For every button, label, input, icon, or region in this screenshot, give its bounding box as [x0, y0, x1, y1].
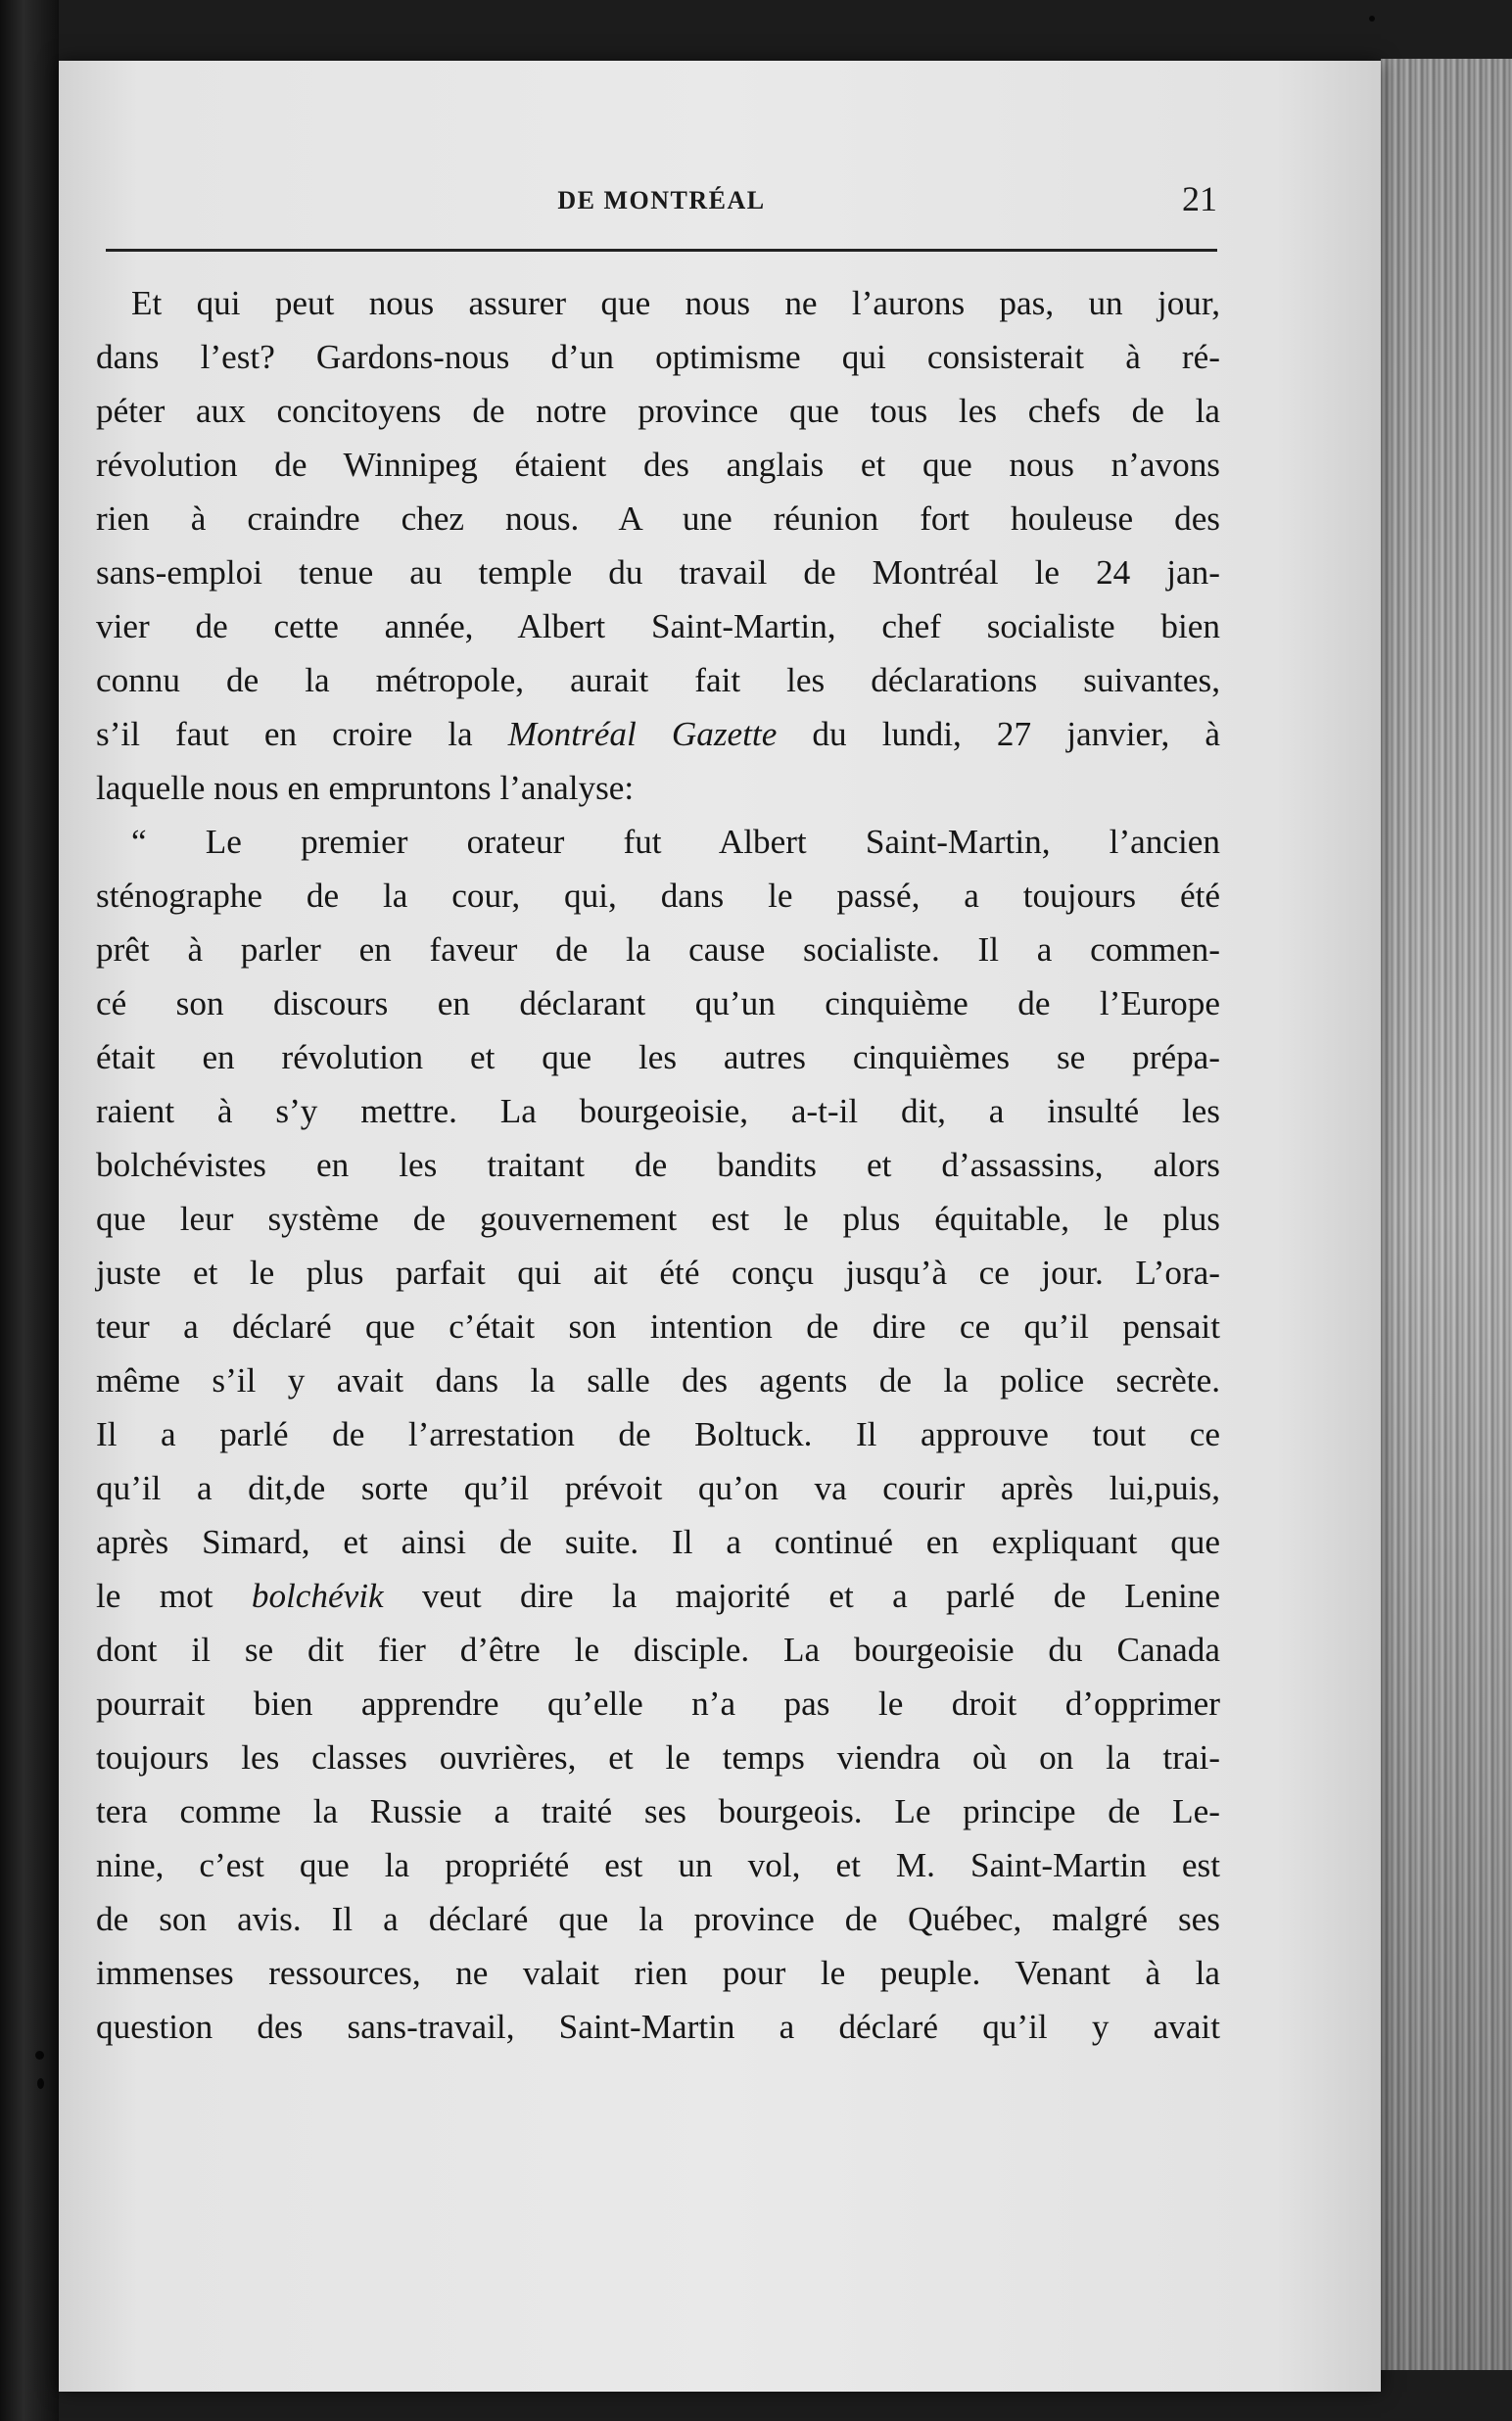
text-line: révolution de Winnipeg étaient des anglais et que nous n’avons: [96, 446, 1220, 484]
text-line: Il a parlé de l’arrestation de Boltuck. Il approuve tout ce: [96, 1415, 1220, 1453]
text-line: même s’il y avait dans la salle des agents de la police secrète.: [96, 1361, 1220, 1400]
text-line: connu de la métropole, aurait fait les déclarations suivantes,: [96, 661, 1220, 699]
text-line: rien à craindre chez nous. A une réunion fort houleuse des: [96, 499, 1220, 538]
ink-speck: [35, 2051, 44, 2060]
text-line: toujours les classes ouvrières, et le temps viendra où on la trai-: [96, 1738, 1220, 1777]
text-line: teur a déclaré que c’était son intention de dire ce qu’il pensait: [96, 1307, 1220, 1346]
text-line: sans-emploi tenue au temple du travail de Montréal le 24 jan-: [96, 553, 1220, 592]
text-line: sténographe de la cour, qui, dans le passé, a toujours été: [96, 877, 1220, 915]
text-line: laquelle nous en empruntons l’analyse:: [96, 769, 635, 807]
header-rule: [106, 249, 1217, 252]
text-segment: veut dire la majorité et a parlé de Lenine: [383, 1577, 1220, 1615]
text-line: Et qui peut nous assurer que nous ne l’aurons pas, un jour,: [131, 284, 1220, 322]
text-line: dont il se dit fier d’être le disciple. La bourgeoisie du Canada: [96, 1631, 1220, 1669]
book-page: [59, 61, 1381, 2392]
text-line: prêt à parler en faveur de la cause socialiste. Il a commen-: [96, 930, 1220, 969]
ink-speck: [37, 2078, 44, 2089]
book-gutter-shadow: [0, 0, 59, 2421]
text-line: dans l’est? Gardons-nous d’un optimisme qui consisterait à ré-: [96, 338, 1220, 376]
text-line: après Simard, et ainsi de suite. Il a continué en expliquant que: [96, 1523, 1220, 1561]
text-line: juste et le plus parfait qui ait été conçu jusqu’à ce jour. L’ora-: [96, 1254, 1220, 1292]
text-line: [96, 1569, 1220, 1623]
emphasized-word: bolchévik: [251, 1577, 384, 1615]
page-number: 21: [1182, 179, 1217, 218]
page-header: [106, 176, 1217, 255]
text-segment: du lundi, 27 janvier, à: [777, 715, 1220, 753]
text-line: de son avis. Il a déclaré que la province de Québec, malgré ses: [96, 1900, 1220, 1938]
text-line: raient à s’y mettre. La bourgeoisie, a-t-il dit, a insulté les: [96, 1092, 1220, 1130]
text-line: [96, 707, 1220, 761]
text-line: vier de cette année, Albert Saint-Martin, chef socialiste bien: [96, 607, 1220, 645]
running-head: DE MONTRÉAL: [557, 186, 766, 214]
text-line: bolchévistes en les traitant de bandits et d’assassins, alors: [96, 1146, 1220, 1184]
ink-speck: [1369, 16, 1375, 22]
text-line: pourrait bien apprendre qu’elle n’a pas le droit d’opprimer: [96, 1685, 1220, 1723]
text-segment: le mot: [96, 1577, 252, 1615]
text-line: question des sans-travail, Saint-Martin a déclaré qu’il y avait: [96, 2008, 1220, 2046]
text-line: que leur système de gouvernement est le plus équitable, le plus: [96, 1200, 1220, 1238]
text-line: qu’il a dit,de sorte qu’il prévoit qu’on va courir après lui,puis,: [96, 1469, 1220, 1507]
text-segment: s’il faut en croire la: [96, 715, 508, 753]
text-line: “ Le premier orateur fut Albert Saint-Martin, l’ancien: [131, 823, 1220, 861]
text-line: était en révolution et que les autres cinquièmes se prépa-: [96, 1038, 1220, 1076]
page-edges: [1381, 59, 1512, 2370]
text-line: immenses ressources, ne valait rien pour le peuple. Venant à la: [96, 1954, 1220, 1992]
text-line: péter aux concitoyens de notre province que tous les chefs de la: [96, 392, 1220, 430]
newspaper-title: Montréal Gazette: [507, 715, 778, 753]
text-line: tera comme la Russie a traité ses bourgeois. Le principe de Le-: [96, 1792, 1220, 1830]
body-text: [96, 276, 1220, 2054]
text-line: nine, c’est que la propriété est un vol, et M. Saint-Martin est: [96, 1846, 1220, 1884]
text-line: cé son discours en déclarant qu’un cinquième de l’Europe: [96, 984, 1220, 1022]
